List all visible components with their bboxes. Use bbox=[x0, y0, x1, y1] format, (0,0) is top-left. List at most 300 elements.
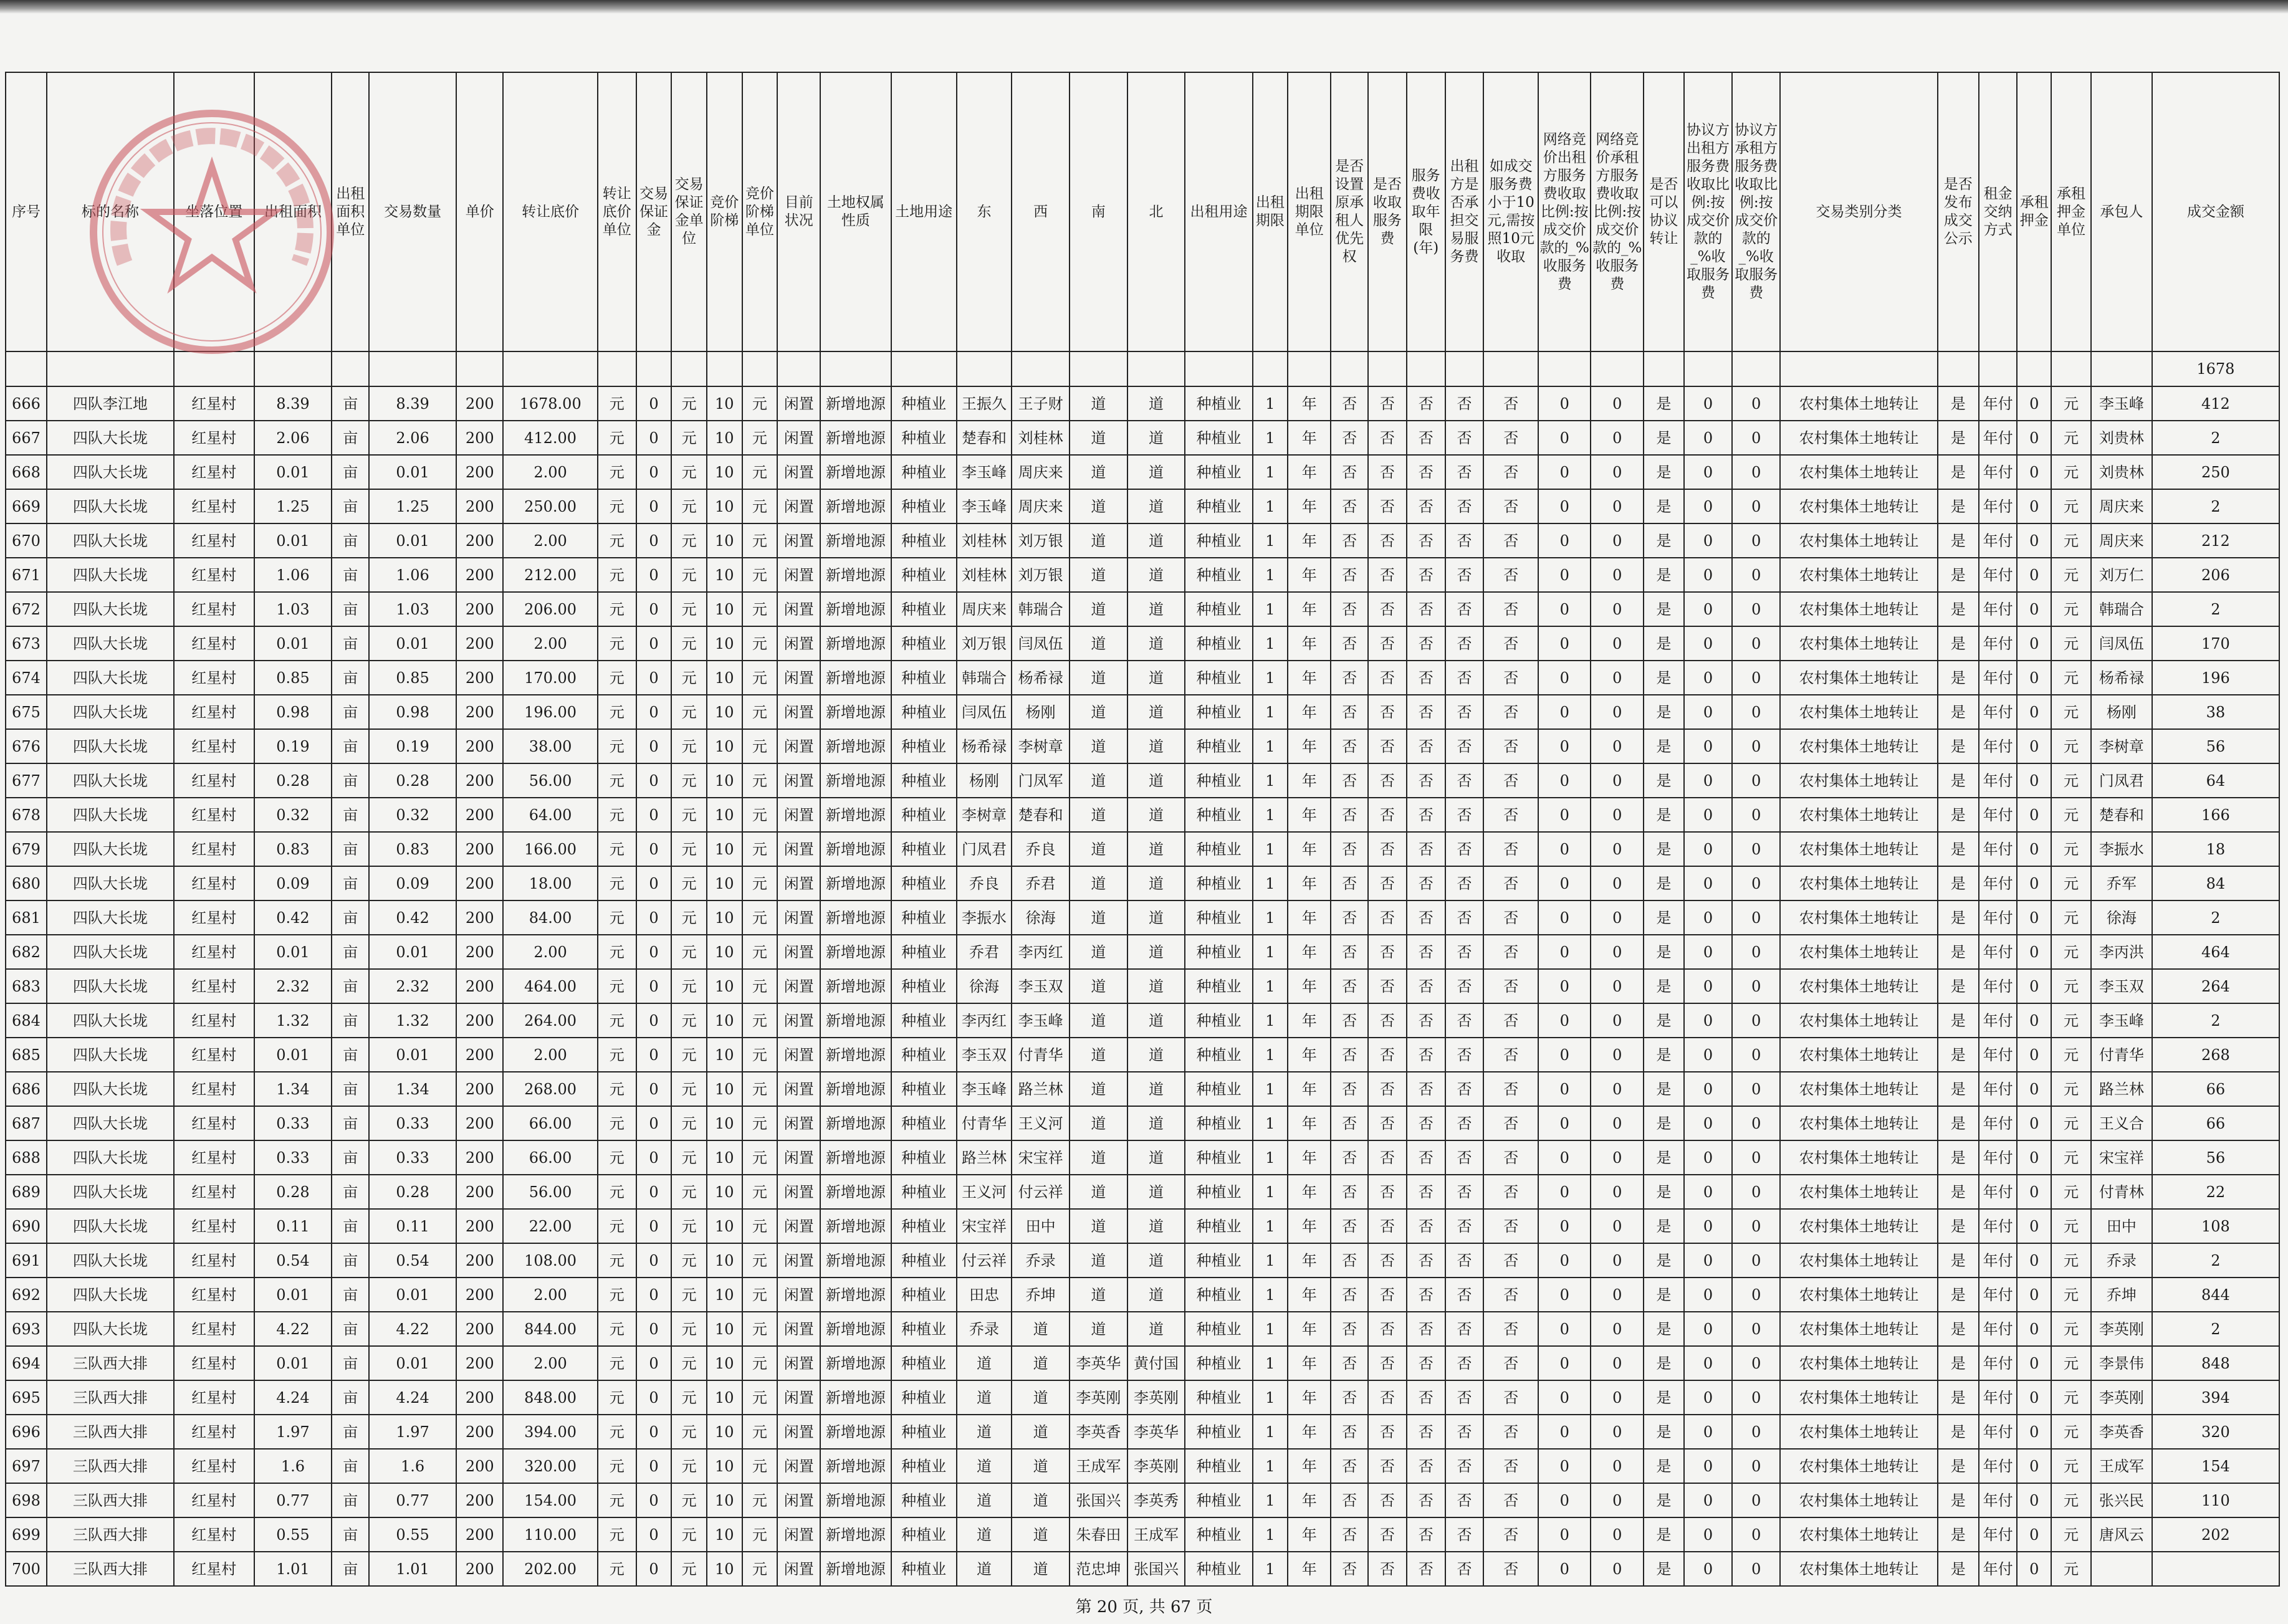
table-cell: 212.00 bbox=[503, 558, 597, 592]
table-cell: 否 bbox=[1331, 1072, 1368, 1106]
table-cell: 否 bbox=[1483, 1209, 1538, 1243]
table-cell: 200 bbox=[456, 1278, 503, 1312]
table-cell: 农村集体土地转让 bbox=[1780, 798, 1937, 832]
table-cell: 亩 bbox=[332, 798, 369, 832]
table-cell: 年 bbox=[1288, 1380, 1331, 1415]
table-cell: 农村集体土地转让 bbox=[1780, 626, 1937, 661]
table-cell: 周庆来 bbox=[957, 592, 1012, 626]
table-cell: 是 bbox=[1644, 1175, 1684, 1209]
table-cell: 0 bbox=[1591, 832, 1643, 866]
table-cell: 李玉双 bbox=[2091, 969, 2152, 1003]
table-cell: 673 bbox=[6, 626, 47, 661]
table-cell: 道 bbox=[1127, 455, 1185, 489]
table-cell: 是 bbox=[1938, 1175, 1979, 1209]
table-cell: 种植业 bbox=[1185, 1003, 1252, 1038]
table-cell: 否 bbox=[1368, 1140, 1407, 1175]
table-cell: 韩瑞合 bbox=[2091, 592, 2152, 626]
table-cell: 0 bbox=[636, 1517, 672, 1552]
table-cell bbox=[891, 351, 957, 386]
table-cell: 元 bbox=[671, 1038, 707, 1072]
table-cell: 年付 bbox=[1979, 1003, 2018, 1038]
table-cell: 1.03 bbox=[254, 592, 332, 626]
table-cell: 206.00 bbox=[503, 592, 597, 626]
table-cell: 否 bbox=[1407, 695, 1445, 729]
table-cell: 闲置 bbox=[777, 798, 820, 832]
table-cell: 否 bbox=[1368, 1038, 1407, 1072]
table-cell: 否 bbox=[1445, 1140, 1484, 1175]
table-row bbox=[6, 592, 2279, 626]
table-cell: 杨希禄 bbox=[957, 729, 1012, 763]
table-cell: 10 bbox=[707, 386, 742, 421]
table-cell: 李玉双 bbox=[957, 1038, 1012, 1072]
table-cell: 四队大长垅 bbox=[47, 935, 174, 969]
table-cell: 0 bbox=[636, 1209, 672, 1243]
table-cell: 否 bbox=[1331, 661, 1368, 695]
table-cell: 否 bbox=[1331, 1175, 1368, 1209]
table-cell: 0 bbox=[636, 592, 672, 626]
table-cell: 刘桂林 bbox=[957, 523, 1012, 558]
table-cell: 韩瑞合 bbox=[1012, 592, 1070, 626]
table-cell: 0.11 bbox=[254, 1209, 332, 1243]
table-cell: 元 bbox=[2051, 763, 2091, 798]
table-cell: 闲置 bbox=[777, 1483, 820, 1517]
table-cell: 否 bbox=[1368, 1243, 1407, 1278]
table-cell: 0 bbox=[636, 1415, 672, 1449]
table-cell: 农村集体土地转让 bbox=[1780, 1552, 1937, 1586]
table-cell: 0 bbox=[2017, 1415, 2051, 1449]
table-cell: 667 bbox=[6, 421, 47, 455]
table-cell: 元 bbox=[2051, 1106, 2091, 1140]
column-header: 网络竞价出租方服务费收取比例:按成交价款的_%收服务费 bbox=[1538, 72, 1591, 351]
table-cell: 是 bbox=[1644, 1312, 1684, 1346]
table-cell: 新增地源 bbox=[820, 1483, 891, 1517]
table-cell: 否 bbox=[1331, 489, 1368, 523]
table-cell: 道 bbox=[957, 1415, 1012, 1449]
table-cell: 0 bbox=[1538, 1072, 1591, 1106]
table-cell: 道 bbox=[1127, 763, 1185, 798]
table-cell: 1 bbox=[1253, 866, 1288, 900]
table-cell: 年付 bbox=[1979, 935, 2018, 969]
column-header: 协议方承租方服务费收取比例:按成交价款的_%收取服务费 bbox=[1732, 72, 1780, 351]
table-cell: 0.01 bbox=[369, 455, 456, 489]
table-cell: 0 bbox=[636, 1140, 672, 1175]
table-cell: 闫凤伍 bbox=[957, 695, 1012, 729]
table-cell: 否 bbox=[1445, 1415, 1484, 1449]
table-cell: 红星村 bbox=[174, 1278, 254, 1312]
table-cell: 是 bbox=[1644, 935, 1684, 969]
table-cell: 200 bbox=[456, 1449, 503, 1483]
table-cell: 200 bbox=[456, 1106, 503, 1140]
table-cell: 否 bbox=[1407, 455, 1445, 489]
table-cell: 2.32 bbox=[254, 969, 332, 1003]
table-cell: 年 bbox=[1288, 1209, 1331, 1243]
table-cell: 1 bbox=[1253, 523, 1288, 558]
table-cell: 元 bbox=[671, 969, 707, 1003]
table-cell: 付青林 bbox=[2091, 1175, 2152, 1209]
table-cell: 种植业 bbox=[891, 935, 957, 969]
table-cell: 年付 bbox=[1979, 832, 2018, 866]
table-cell: 元 bbox=[742, 1072, 778, 1106]
table-cell: 0 bbox=[1684, 1552, 1732, 1586]
table-cell: 朱春田 bbox=[1070, 1517, 1127, 1552]
table-cell: 道 bbox=[1127, 421, 1185, 455]
table-cell bbox=[1732, 351, 1780, 386]
table-row bbox=[6, 1209, 2279, 1243]
table-cell: 否 bbox=[1368, 1003, 1407, 1038]
column-header: 土地用途 bbox=[891, 72, 957, 351]
table-cell: 李英刚 bbox=[1127, 1380, 1185, 1415]
table-cell: 元 bbox=[598, 1346, 636, 1380]
table-cell: 0 bbox=[2017, 1038, 2051, 1072]
table-cell: 38 bbox=[2152, 695, 2279, 729]
table-cell: 农村集体土地转让 bbox=[1780, 763, 1937, 798]
table-cell: 四队大长垅 bbox=[47, 523, 174, 558]
table-cell: 10 bbox=[707, 1243, 742, 1278]
table-cell: 李树章 bbox=[957, 798, 1012, 832]
table-cell: 是 bbox=[1938, 969, 1979, 1003]
table-cell: 否 bbox=[1483, 592, 1538, 626]
table-cell: 元 bbox=[598, 1038, 636, 1072]
table-cell: 否 bbox=[1331, 729, 1368, 763]
table-cell: 否 bbox=[1368, 661, 1407, 695]
table-cell: 是 bbox=[1938, 661, 1979, 695]
table-cell: 闲置 bbox=[777, 1140, 820, 1175]
table-cell: 乔君 bbox=[1012, 866, 1070, 900]
table-cell: 110 bbox=[2152, 1483, 2279, 1517]
table-cell: 道 bbox=[1012, 1517, 1070, 1552]
table-cell: 四队大长垅 bbox=[47, 1140, 174, 1175]
table-cell: 0 bbox=[1538, 1312, 1591, 1346]
table-cell: 0 bbox=[1591, 1072, 1643, 1106]
table-cell: 新增地源 bbox=[820, 455, 891, 489]
table-cell: 22 bbox=[2152, 1175, 2279, 1209]
table-cell: 三队西大排 bbox=[47, 1449, 174, 1483]
table-cell: 新增地源 bbox=[820, 832, 891, 866]
table-cell: 200 bbox=[456, 832, 503, 866]
table-cell: 0 bbox=[636, 523, 672, 558]
table-cell: 0 bbox=[636, 1175, 672, 1209]
table-cell: 闲置 bbox=[777, 729, 820, 763]
table-cell: 新增地源 bbox=[820, 763, 891, 798]
table-row bbox=[6, 935, 2279, 969]
table-cell: 元 bbox=[2051, 900, 2091, 935]
table-cell: 669 bbox=[6, 489, 47, 523]
table-cell: 1 bbox=[1253, 1552, 1288, 1586]
table-cell: 否 bbox=[1407, 1312, 1445, 1346]
table-cell: 0 bbox=[636, 866, 672, 900]
table-cell: 8.39 bbox=[369, 386, 456, 421]
table-cell: 元 bbox=[671, 1003, 707, 1038]
table-cell: 楚春和 bbox=[2091, 798, 2152, 832]
table-cell: 否 bbox=[1445, 523, 1484, 558]
table-cell: 否 bbox=[1368, 1483, 1407, 1517]
table-cell: 674 bbox=[6, 661, 47, 695]
table-cell: 种植业 bbox=[1185, 1346, 1252, 1380]
table-cell: 10 bbox=[707, 763, 742, 798]
table-cell: 是 bbox=[1644, 1003, 1684, 1038]
table-cell: 否 bbox=[1331, 455, 1368, 489]
table-row bbox=[6, 1552, 2279, 1586]
table-cell: 0 bbox=[2017, 832, 2051, 866]
table-cell: 红星村 bbox=[174, 1003, 254, 1038]
table-cell: 200 bbox=[456, 1517, 503, 1552]
table-cell: 新增地源 bbox=[820, 592, 891, 626]
table-cell: 道 bbox=[1070, 866, 1127, 900]
table-cell: 新增地源 bbox=[820, 1175, 891, 1209]
table-cell: 年付 bbox=[1979, 626, 2018, 661]
table-row bbox=[6, 1517, 2279, 1552]
table-cell: 年付 bbox=[1979, 900, 2018, 935]
table-cell bbox=[456, 351, 503, 386]
table-cell: 红星村 bbox=[174, 592, 254, 626]
table-cell: 0 bbox=[2017, 421, 2051, 455]
table-cell: 红星村 bbox=[174, 866, 254, 900]
table-cell: 四队大长垅 bbox=[47, 1278, 174, 1312]
table-cell: 0 bbox=[1732, 1380, 1780, 1415]
table-cell bbox=[503, 351, 597, 386]
table-cell: 1 bbox=[1253, 1209, 1288, 1243]
table-cell: 否 bbox=[1483, 763, 1538, 798]
table-cell: 种植业 bbox=[1185, 523, 1252, 558]
table-cell: 0 bbox=[1591, 935, 1643, 969]
table-cell: 农村集体土地转让 bbox=[1780, 1380, 1937, 1415]
table-row bbox=[6, 832, 2279, 866]
table-cell: 10 bbox=[707, 729, 742, 763]
table-cell: 否 bbox=[1445, 1243, 1484, 1278]
table-cell: 道 bbox=[1070, 1038, 1127, 1072]
table-cell: 0 bbox=[1538, 832, 1591, 866]
table-cell: 否 bbox=[1483, 1175, 1538, 1209]
table-cell: 元 bbox=[742, 626, 778, 661]
table-cell: 0 bbox=[2017, 1106, 2051, 1140]
table-cell: 农村集体土地转让 bbox=[1780, 661, 1937, 695]
table-cell: 200 bbox=[456, 523, 503, 558]
table-cell: 路兰林 bbox=[957, 1140, 1012, 1175]
table-cell: 否 bbox=[1368, 1072, 1407, 1106]
table-cell: 四队大长垅 bbox=[47, 1312, 174, 1346]
table-cell: 元 bbox=[742, 1243, 778, 1278]
table-cell: 166.00 bbox=[503, 832, 597, 866]
table-cell: 新增地源 bbox=[820, 1449, 891, 1483]
table-cell: 种植业 bbox=[891, 1517, 957, 1552]
table-cell: 元 bbox=[598, 1175, 636, 1209]
table-cell: 0 bbox=[1591, 489, 1643, 523]
table-cell: 农村集体土地转让 bbox=[1780, 1209, 1937, 1243]
table-cell: 元 bbox=[671, 900, 707, 935]
table-cell: 元 bbox=[742, 1346, 778, 1380]
table-cell: 否 bbox=[1445, 729, 1484, 763]
table-cell: 1 bbox=[1253, 832, 1288, 866]
table-cell bbox=[369, 351, 456, 386]
table-cell: 693 bbox=[6, 1312, 47, 1346]
table-cell: 三队西大排 bbox=[47, 1380, 174, 1415]
table-cell: 是 bbox=[1644, 969, 1684, 1003]
table-cell: 元 bbox=[742, 763, 778, 798]
table-cell: 1 bbox=[1253, 1140, 1288, 1175]
table-cell: 道 bbox=[1127, 695, 1185, 729]
table-cell: 元 bbox=[671, 1106, 707, 1140]
table-cell: 否 bbox=[1445, 661, 1484, 695]
table-cell: 新增地源 bbox=[820, 1038, 891, 1072]
table-cell: 周庆来 bbox=[1012, 455, 1070, 489]
table-cell: 元 bbox=[2051, 1140, 2091, 1175]
table-cell: 10 bbox=[707, 832, 742, 866]
table-cell: 亩 bbox=[332, 592, 369, 626]
table-cell: 农村集体土地转让 bbox=[1780, 1175, 1937, 1209]
table-cell: 否 bbox=[1483, 695, 1538, 729]
table-cell: 付青华 bbox=[957, 1106, 1012, 1140]
table-cell: 元 bbox=[2051, 455, 2091, 489]
land-lease-table bbox=[5, 72, 2280, 1587]
table-cell: 年 bbox=[1288, 1278, 1331, 1312]
table-cell: 元 bbox=[2051, 969, 2091, 1003]
table-cell: 0 bbox=[636, 1552, 672, 1586]
table-cell: 周庆来 bbox=[2091, 523, 2152, 558]
table-cell: 种植业 bbox=[891, 832, 957, 866]
table-cell: 红星村 bbox=[174, 1415, 254, 1449]
table-cell: 李振水 bbox=[957, 900, 1012, 935]
table-cell: 道 bbox=[1127, 1140, 1185, 1175]
table-cell: 699 bbox=[6, 1517, 47, 1552]
table-cell: 0 bbox=[636, 1003, 672, 1038]
table-cell: 0 bbox=[1684, 1106, 1732, 1140]
table-cell: 否 bbox=[1331, 1038, 1368, 1072]
table-cell: 0 bbox=[1684, 558, 1732, 592]
table-cell: 1.06 bbox=[254, 558, 332, 592]
column-header: 东 bbox=[957, 72, 1012, 351]
table-cell: 0 bbox=[636, 729, 672, 763]
table-cell: 新增地源 bbox=[820, 1415, 891, 1449]
table-cell: 元 bbox=[742, 489, 778, 523]
table-cell: 年付 bbox=[1979, 729, 2018, 763]
table-cell: 红星村 bbox=[174, 695, 254, 729]
table-cell: 0 bbox=[1538, 798, 1591, 832]
table-cell: 元 bbox=[671, 455, 707, 489]
table-cell: 红星村 bbox=[174, 523, 254, 558]
table-cell: 676 bbox=[6, 729, 47, 763]
table-cell: 200 bbox=[456, 1003, 503, 1038]
table-cell: 1 bbox=[1253, 421, 1288, 455]
table-cell: 0 bbox=[1591, 1415, 1643, 1449]
table-cell: 否 bbox=[1331, 626, 1368, 661]
table-cell: 1 bbox=[1253, 969, 1288, 1003]
table-cell: 0 bbox=[1591, 1312, 1643, 1346]
table-cell: 是 bbox=[1644, 1346, 1684, 1380]
table-cell: 0 bbox=[636, 969, 672, 1003]
table-cell: 年付 bbox=[1979, 455, 2018, 489]
table-cell: 0 bbox=[1684, 386, 1732, 421]
table-cell: 是 bbox=[1644, 558, 1684, 592]
table-cell: 692 bbox=[6, 1278, 47, 1312]
table-cell: 年 bbox=[1288, 1072, 1331, 1106]
table-cell: 年付 bbox=[1979, 489, 2018, 523]
table-cell: 10 bbox=[707, 592, 742, 626]
table-cell: 年 bbox=[1288, 1243, 1331, 1278]
table-cell: 0 bbox=[2017, 1175, 2051, 1209]
table-cell: 否 bbox=[1331, 1517, 1368, 1552]
table-cell: 亩 bbox=[332, 1552, 369, 1586]
table-cell: 农村集体土地转让 bbox=[1780, 421, 1937, 455]
table-cell: 年付 bbox=[1979, 763, 2018, 798]
table-cell: 0 bbox=[1732, 1312, 1780, 1346]
table-cell: 200 bbox=[456, 661, 503, 695]
table-cell: 亩 bbox=[332, 386, 369, 421]
column-header: 北 bbox=[1127, 72, 1185, 351]
table-cell: 700 bbox=[6, 1552, 47, 1586]
table-cell: 元 bbox=[742, 798, 778, 832]
table-cell: 200 bbox=[456, 592, 503, 626]
table-cell: 年 bbox=[1288, 1175, 1331, 1209]
table-cell: 200 bbox=[456, 1312, 503, 1346]
table-cell: 2.32 bbox=[369, 969, 456, 1003]
table-cell: 元 bbox=[598, 1517, 636, 1552]
table-cell: 1.6 bbox=[369, 1449, 456, 1483]
table-cell: 0 bbox=[1538, 1449, 1591, 1483]
table-cell: 年 bbox=[1288, 523, 1331, 558]
table-cell: 是 bbox=[1938, 558, 1979, 592]
table-cell: 10 bbox=[707, 695, 742, 729]
table-cell: 种植业 bbox=[891, 1278, 957, 1312]
table-cell: 年 bbox=[1288, 900, 1331, 935]
table-cell: 年 bbox=[1288, 763, 1331, 798]
table-cell: 道 bbox=[1127, 798, 1185, 832]
table-cell: 闲置 bbox=[777, 1312, 820, 1346]
table-cell: 种植业 bbox=[1185, 1483, 1252, 1517]
table-cell: 四队大长垅 bbox=[47, 798, 174, 832]
table-cell: 0.42 bbox=[254, 900, 332, 935]
table-cell: 种植业 bbox=[891, 1552, 957, 1586]
table-cell: 亩 bbox=[332, 1278, 369, 1312]
table-cell: 0.01 bbox=[254, 935, 332, 969]
table-cell: 刘桂林 bbox=[957, 558, 1012, 592]
table-cell: 元 bbox=[598, 763, 636, 798]
table-cell: 元 bbox=[598, 1278, 636, 1312]
table-cell: 新增地源 bbox=[820, 558, 891, 592]
table-cell: 红星村 bbox=[174, 729, 254, 763]
table-cell: 否 bbox=[1331, 695, 1368, 729]
table-cell: 刘万银 bbox=[1012, 523, 1070, 558]
table-row bbox=[6, 1346, 2279, 1380]
table-cell: 农村集体土地转让 bbox=[1780, 1449, 1937, 1483]
table-cell: 是 bbox=[1938, 1072, 1979, 1106]
table-cell: 元 bbox=[671, 1449, 707, 1483]
table-cell: 1.34 bbox=[369, 1072, 456, 1106]
page-footer: 第 20 页, 共 67 页 bbox=[1075, 1598, 1213, 1617]
table-cell: 是 bbox=[1938, 832, 1979, 866]
table-cell: 是 bbox=[1644, 386, 1684, 421]
table-cell: 四队大长垅 bbox=[47, 558, 174, 592]
table-cell: 0 bbox=[1538, 866, 1591, 900]
table-cell: 10 bbox=[707, 1209, 742, 1243]
table-cell: 0 bbox=[636, 626, 672, 661]
table-cell: 元 bbox=[742, 1003, 778, 1038]
table-cell: 否 bbox=[1445, 1175, 1484, 1209]
table-cell: 否 bbox=[1445, 695, 1484, 729]
table-cell: 四队大长垅 bbox=[47, 626, 174, 661]
column-header: 出租期限 bbox=[1253, 72, 1288, 351]
table-cell bbox=[254, 351, 332, 386]
table-cell: 0.98 bbox=[254, 695, 332, 729]
table-row bbox=[6, 1380, 2279, 1415]
table-cell: 0 bbox=[1591, 1038, 1643, 1072]
table-cell: 0.01 bbox=[254, 1346, 332, 1380]
table-cell: 0 bbox=[1732, 1483, 1780, 1517]
table-cell: 农村集体土地转让 bbox=[1780, 1038, 1937, 1072]
column-header: 是否可以协议转让 bbox=[1644, 72, 1684, 351]
table-cell: 否 bbox=[1331, 866, 1368, 900]
table-cell: 乔录 bbox=[2091, 1243, 2152, 1278]
table-cell: 0 bbox=[1538, 558, 1591, 592]
